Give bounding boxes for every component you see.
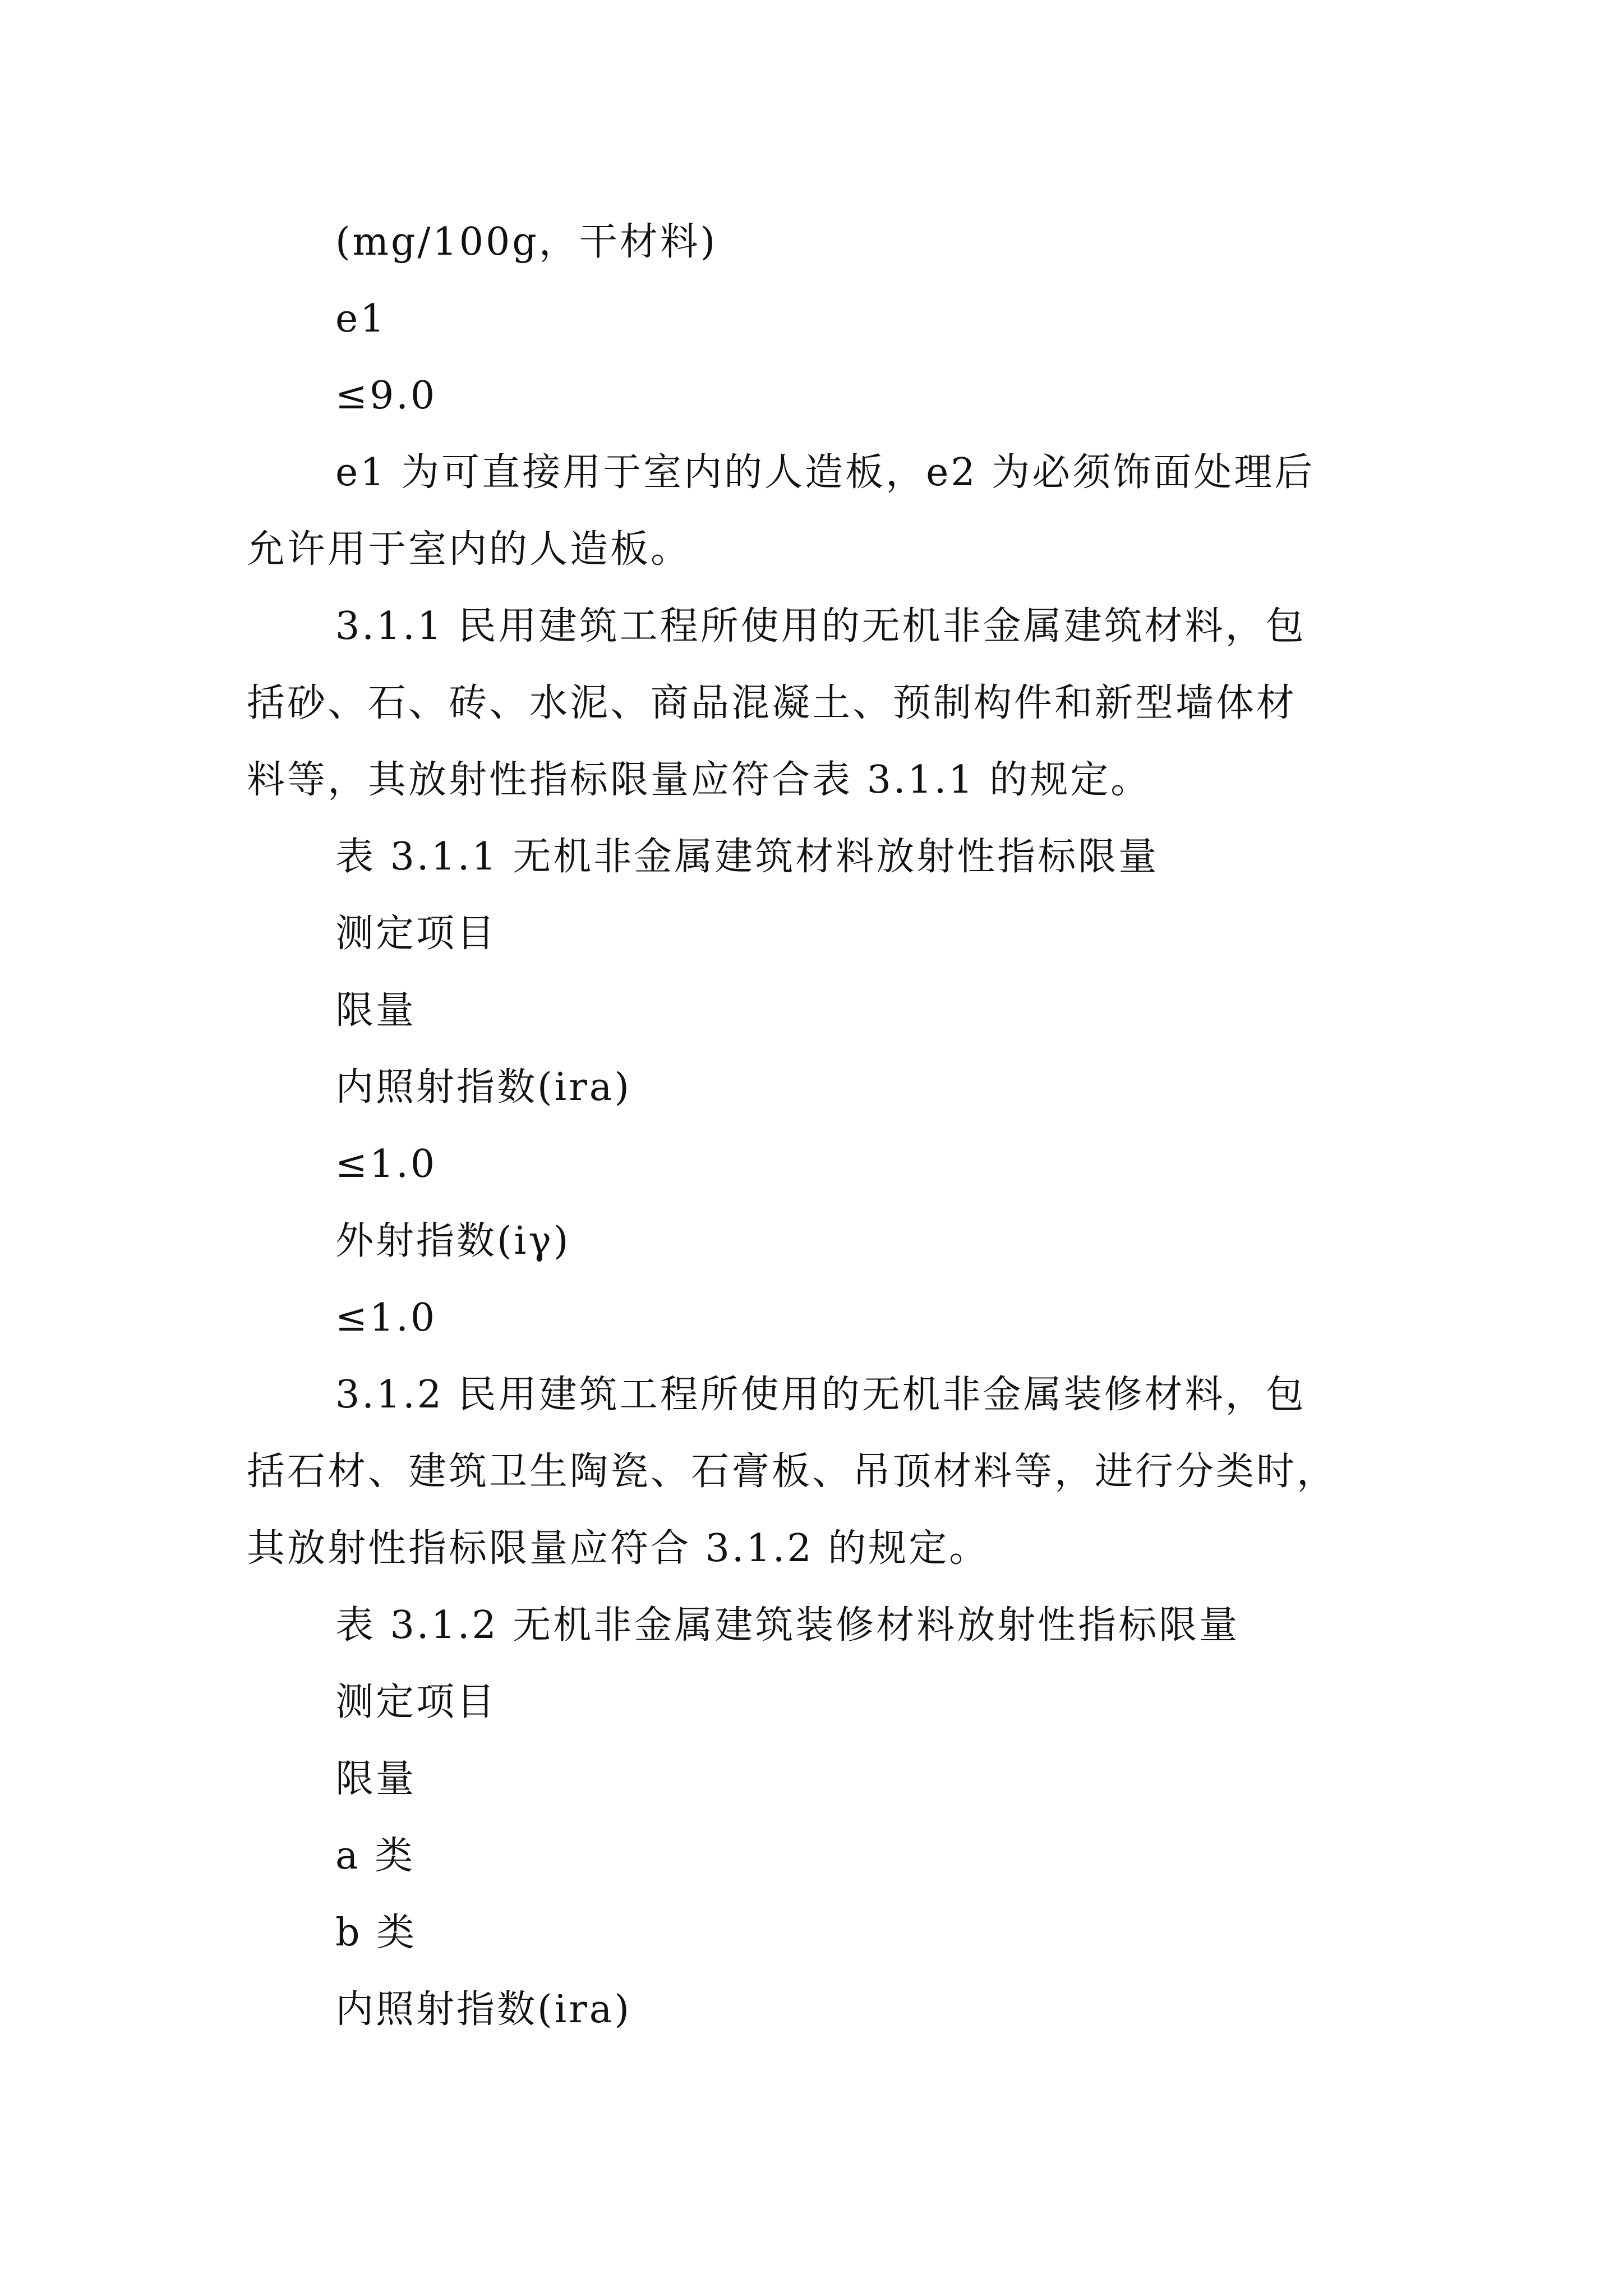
grade-e1-label: e1 xyxy=(335,297,387,341)
section-3-1-2-line: 3.1.2 民用建筑工程所使用的无机非金属装修材料，包 xyxy=(335,1373,1306,1417)
table-cell: ≤1.0 xyxy=(335,1296,437,1340)
grade-e1-limit: ≤9.0 xyxy=(335,374,437,418)
table-header-limit: 限量 xyxy=(335,1757,417,1801)
section-3-1-1-line: 括砂、石、砖、水泥、商品混凝土、预制构件和新型墙体材 xyxy=(247,681,1297,725)
table-3-1-2-caption: 表 3.1.2 无机非金属建筑装修材料放射性指标限量 xyxy=(335,1603,1240,1648)
table-cell: 内照射指数(ira) xyxy=(335,1065,631,1110)
table-cell: 外射指数(iγ) xyxy=(335,1219,571,1263)
table-header-class-a: a 类 xyxy=(335,1834,416,1878)
unit-note: (mg/100g，干材料) xyxy=(335,220,718,264)
paragraph-line: 允许用于室内的人造板。 xyxy=(247,527,691,572)
table-header-class-b: b 类 xyxy=(335,1911,417,1955)
table-header-limit: 限量 xyxy=(335,988,417,1033)
table-header-item: 测定项目 xyxy=(335,1680,497,1724)
section-3-1-2-line: 其放射性指标限量应符合 3.1.2 的规定。 xyxy=(247,1526,990,1571)
table-cell: 内照射指数(ira) xyxy=(335,1987,631,2032)
table-cell: ≤1.0 xyxy=(335,1142,437,1186)
table-3-1-1-caption: 表 3.1.1 无机非金属建筑材料放射性指标限量 xyxy=(335,835,1159,879)
section-3-1-1-line: 料等，其放射性指标限量应符合表 3.1.1 的规定。 xyxy=(247,758,1151,802)
section-3-1-1-line: 3.1.1 民用建筑工程所使用的无机非金属建筑材料，包 xyxy=(335,604,1306,648)
table-header-item: 测定项目 xyxy=(335,912,497,956)
section-3-1-2-line: 括石材、建筑卫生陶瓷、石膏板、吊顶材料等，进行分类时， xyxy=(247,1450,1338,1494)
paragraph-line: e1 为可直接用于室内的人造板，e2 为必须饰面处理后 xyxy=(335,450,1315,495)
